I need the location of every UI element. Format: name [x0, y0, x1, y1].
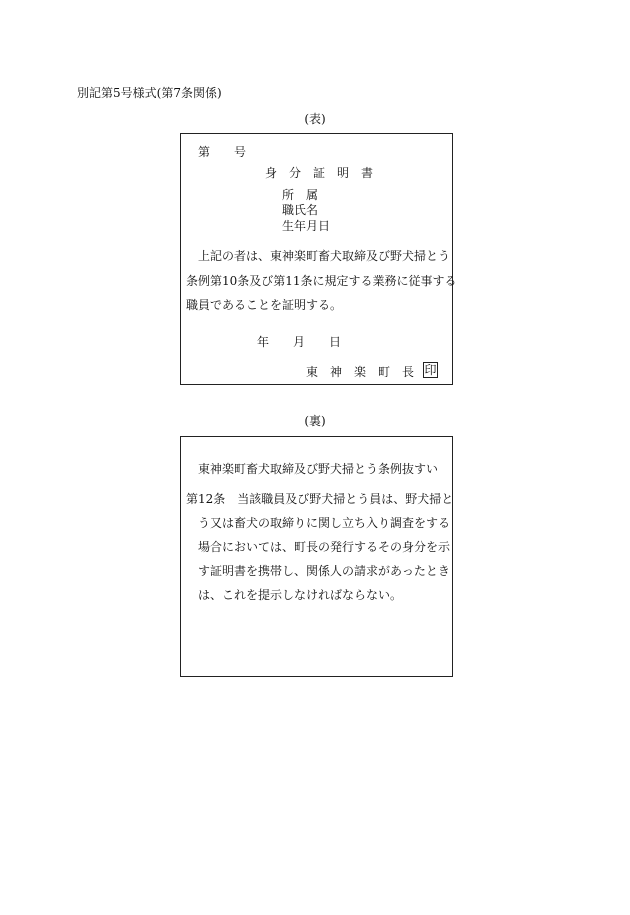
body-line: 職員であることを証明する。 [186, 298, 343, 312]
issuer-name: 東 神 楽 町 長 [306, 365, 415, 379]
certificate-title: 身 分 証 明 書 [265, 166, 374, 180]
back-section-label: (裏) [304, 414, 326, 428]
article-line: 第12条 当該職員及び野犬掃とう員は、野犬掃と [186, 492, 454, 506]
article-line: は、これを提示しなければならない。 [198, 588, 403, 602]
front-section-label: (表) [304, 112, 326, 126]
body-line: 上記の者は、東神楽町畜犬取締及び野犬掃とう [198, 249, 451, 263]
field-affiliation: 所 属 [282, 188, 319, 202]
certificate-number: 第 号 [198, 145, 247, 159]
article-line: う又は畜犬の取締りに関し立ち入り調査をする [198, 516, 451, 530]
ordinance-heading: 東神楽町畜犬取締及び野犬掃とう条例抜すい [198, 462, 439, 476]
form-label: 別記第5号様式(第7条関係) [77, 86, 222, 100]
body-line: 条例第10条及び第11条に規定する業務に従事する [186, 274, 457, 288]
id-card-back [180, 436, 453, 677]
article-line: す証明書を携帯し、関係人の請求があったとき [198, 564, 450, 578]
field-title-name: 職氏名 [282, 203, 319, 217]
id-card-front [180, 133, 457, 385]
field-birthdate: 生年月日 [282, 219, 331, 233]
seal-mark: 印 [424, 363, 437, 377]
article-line: 場合においては、町長の発行するその身分を示 [198, 540, 451, 554]
issue-date: 年 月 日 [257, 335, 342, 349]
